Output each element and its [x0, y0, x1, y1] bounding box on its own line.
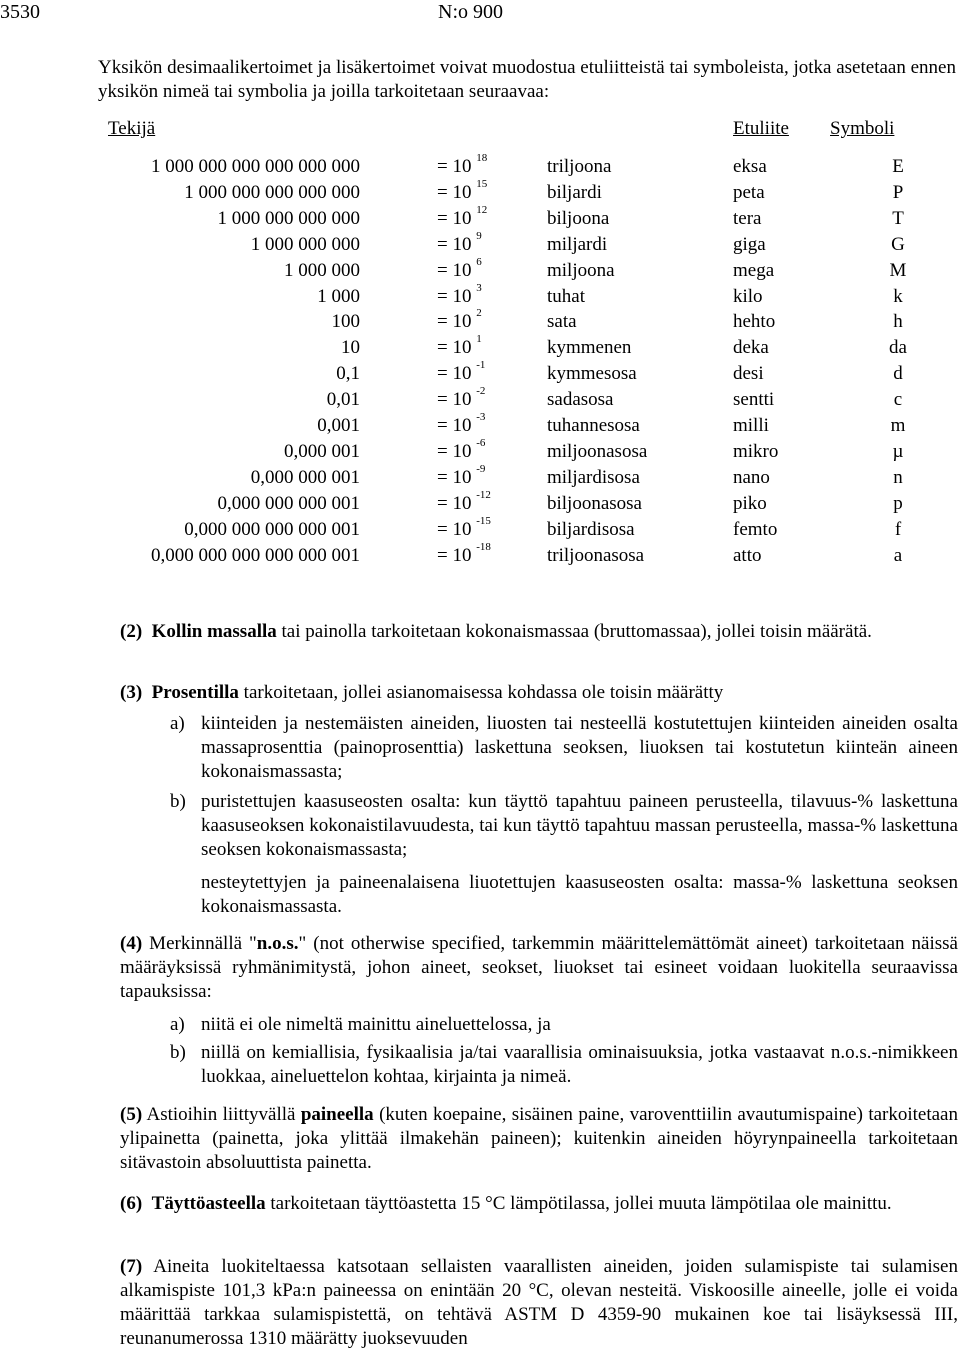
table-row	[0, 540, 960, 570]
factor-value: 10	[341, 337, 360, 359]
number-name: biljoona	[547, 207, 610, 229]
column-header-prefix: Etuliite	[733, 118, 789, 139]
section-number: (4)	[120, 933, 143, 954]
power-of-ten: = 10 $^{-12}$	[437, 488, 491, 514]
section-text: " (not otherwise specified, tarkemmin määrittelemättömät aineet) tarkoitetaan näissä määräyksissä ryhmänimitystä, johon aineet, seokset, liuokset tai esineet voidaan luokitella seuraavissa tapauksissa:	[120, 933, 958, 1002]
factor-value: 0,000 001	[284, 440, 360, 462]
section-number: (6)	[120, 1193, 143, 1214]
number-name: biljardi	[547, 181, 602, 203]
power-of-ten: = 10 $^3$	[437, 281, 482, 307]
table-row	[0, 229, 960, 259]
number-name: miljoona	[547, 259, 615, 281]
section-7	[120, 1255, 958, 1351]
defined-term: n.o.s.	[256, 933, 299, 954]
section-number: (2)	[120, 621, 143, 642]
number-name: kymmesosa	[547, 363, 637, 385]
item-text: kiinteiden ja nestemäisten aineiden, liuosten tai nesteellä kostutettujen kiinteiden aineiden osalta massaprosenttia (painoprosenttia) laskettuna seoksen, liuoksen tai kostutetun kiinteän aineen kokonaismassasta;	[201, 713, 958, 782]
table-row	[0, 436, 960, 466]
section-text: Merkinnällä "	[142, 933, 257, 954]
prefix-symbol: T	[892, 207, 904, 229]
defined-term: Täyttöasteella	[151, 1193, 266, 1214]
factor-value: 0,000 000 000 000 001	[184, 518, 360, 540]
power-of-ten: = 10 $^{-6}$	[437, 436, 486, 462]
power-of-ten: = 10 $^{-1}$	[437, 359, 486, 385]
factor-value: 0,1	[336, 363, 360, 385]
item-text: puristettujen kaasuseosten osalta: kun täyttö tapahtuu paineen perusteella, tilavuus-% laskettuna kaasuseoksen kokonaistilavuudesta, tai kun täyttö tapahtuu massan perusteella, massa-% laskettuna seoksen kokonaismassasta;	[201, 791, 958, 860]
item-label: b)	[170, 791, 186, 812]
factor-value: 1 000 000 000 000 000 000	[151, 156, 360, 177]
section-6	[120, 1192, 958, 1216]
prefix-symbol: p	[893, 492, 903, 514]
section-5	[120, 1103, 958, 1175]
section-2	[120, 620, 958, 644]
factor-value: 0,000 000 001	[250, 466, 360, 488]
prefix-symbol: P	[892, 181, 904, 203]
prefix-symbol: µ	[892, 440, 904, 462]
prefix-symbol: f	[894, 518, 902, 540]
factor-value: 0,000 000 000 000 000 001	[151, 544, 360, 566]
number-name: biljoonasosa	[547, 492, 642, 514]
power-of-ten: = 10 $^6$	[437, 255, 482, 281]
power-of-ten: = 10 $^{-2}$	[437, 385, 486, 411]
prefix-symbol: E	[892, 156, 904, 177]
power-of-ten: = 10 $^2$	[437, 307, 482, 333]
prefix-name: kilo	[733, 285, 763, 307]
number-name: kymmenen	[547, 337, 632, 359]
item-label: a)	[170, 1014, 185, 1035]
section-text: tarkoitetaan täyttöastetta 15 °C lämpötilassa, jollei muuta lämpötilaa ole mainittu.	[265, 1193, 892, 1214]
section-text: (kuten koepaine, sisäinen paine, varoventtiilin avautumispaine) tarkoitetaan ylipainetta (painetta, joka ylittää ilmakehän paineen); kuitenkin aineiden höyrynpaineella tarkoitetaan sitävastoin absoluuttista painetta.	[120, 1104, 958, 1173]
number-name: miljardisosa	[547, 466, 640, 488]
section-3-item-b	[170, 790, 958, 862]
prefix-name: nano	[733, 466, 770, 488]
prefix-symbol: n	[893, 466, 903, 488]
table-row	[0, 514, 960, 544]
table-row	[0, 177, 960, 207]
number-name: miljardi	[547, 233, 608, 255]
item-text: nesteytettyjen ja paineenalaisena liuotettujen kaasuseosten osalta: massa-% laskettuna seoksen kokonaismassasta.	[201, 872, 958, 917]
factor-value: 0,001	[317, 415, 360, 436]
number-name: biljardisosa	[547, 518, 635, 540]
power-of-ten: = 10 $^{-3}$	[437, 411, 486, 436]
column-header-factor: Tekijä	[108, 118, 156, 139]
section-text: tarkoitetaan, jollei asianomaisessa kohdassa ole toisin määrätty	[238, 682, 724, 703]
section-number: (3)	[120, 682, 143, 703]
number-name: sadasosa	[547, 389, 614, 411]
table-row	[0, 488, 960, 518]
prefix-name: tera	[733, 207, 762, 229]
prefix-name: piko	[733, 492, 767, 514]
factor-value: 0,000 000 000 001	[217, 492, 360, 514]
prefix-name: deka	[733, 337, 769, 359]
number-name: triljoona	[547, 156, 612, 177]
prefix-name: femto	[733, 518, 778, 540]
prefix-symbol: k	[893, 285, 903, 307]
item-label: b)	[170, 1042, 186, 1063]
column-header-symbol: Symboli	[830, 118, 895, 139]
prefix-name: desi	[733, 363, 764, 385]
prefix-name: mikro	[733, 440, 779, 462]
prefix-symbol: G	[891, 233, 905, 255]
number-name: tuhannesosa	[547, 415, 640, 436]
section-3-item-a	[170, 712, 958, 784]
section-number: (5)	[120, 1104, 143, 1125]
prefix-name: hehto	[733, 311, 776, 333]
prefix-symbol: c	[893, 389, 903, 411]
power-of-ten: = 10 $^{-9}$	[437, 462, 486, 488]
section-4-item-b	[170, 1041, 958, 1089]
page-number: 3530	[0, 1, 40, 23]
section-3	[120, 681, 958, 705]
prefix-symbol: d	[893, 363, 903, 385]
prefix-symbol: a	[893, 544, 903, 566]
defined-term: paineella	[300, 1104, 374, 1125]
prefix-name: eksa	[733, 156, 767, 177]
power-of-ten: = 10 $^{12}$	[437, 203, 488, 229]
item-label: a)	[170, 713, 185, 734]
number-name: sata	[547, 311, 577, 333]
table-row	[0, 255, 960, 285]
power-of-ten: = 10 $^{15}$	[437, 177, 488, 203]
power-of-ten: = 10 $^9$	[437, 229, 482, 255]
number-name: tuhat	[547, 285, 585, 307]
power-of-ten: = 10 $^{18}$	[437, 152, 488, 177]
factor-value: 1 000	[317, 285, 360, 307]
factor-value: 0,01	[326, 389, 360, 411]
prefix-name: mega	[733, 259, 775, 281]
document-number: N:o 900	[438, 1, 503, 23]
section-text: Aineita luokiteltaessa katsotaan sellaisten vaarallisten aineiden, joiden sulamispiste tai sulamisen alkamispiste 101,3 kPa:n paineessa on enintään 20 °C, olevan nesteitä. Viskoosille aineelle, jolle ei voida määrittää tarkkaa sulamispistettä, on tehtävä ASTM D 4359-90 mukainen koe tai lisäyksessä III, reunanumerossa 1310 määrätty juoksevuuden	[120, 1256, 958, 1349]
factor-value: 100	[331, 311, 360, 333]
defined-term: Kollin massalla	[151, 621, 277, 642]
section-3-item-b-continued	[170, 871, 958, 919]
table-row	[0, 203, 960, 233]
factor-value: 1 000 000 000 000	[217, 207, 360, 229]
item-text: niitä ei ole nimeltä mainittu aineluettelossa, ja	[201, 1014, 551, 1035]
prefix-symbol: M	[889, 259, 907, 281]
prefix-name: milli	[733, 415, 769, 436]
power-of-ten: = 10 $^1$	[437, 333, 482, 359]
power-of-ten: = 10 $^{-15}$	[437, 514, 491, 540]
number-name: miljoonasosa	[547, 440, 648, 462]
section-text: tai painolla tarkoitetaan kokonaismassaa (bruttomassaa), jollei toisin määrätä.	[276, 621, 872, 642]
item-text: niillä on kemiallisia, fysikaalisia ja/tai vaarallisia ominaisuuksia, jotka vastaavat n.o.s.-nimikkeen luokkaa, aineluettelon kohtaa, kirjainta ja nimeä.	[201, 1042, 958, 1087]
section-4	[120, 932, 958, 1004]
factor-value: 1 000 000	[284, 259, 360, 281]
prefix-symbol: h	[893, 311, 903, 333]
prefix-name: giga	[733, 233, 766, 255]
table-row	[0, 462, 960, 492]
intro-paragraph: Yksikön desimaalikertoimet ja lisäkertoimet voivat muodostua etuliitteistä tai symboleista, jotka asetetaan ennen yksikön nimeä tai symbolia ja joilla tarkoitetaan seuraavaa:	[98, 57, 956, 102]
defined-term: Prosentilla	[151, 682, 239, 703]
section-4-item-a	[170, 1013, 958, 1037]
prefix-symbol: m	[890, 415, 906, 436]
factor-value: 1 000 000 000	[250, 233, 360, 255]
prefix-name: peta	[733, 181, 765, 203]
section-text: Astioihin liittyvällä	[142, 1104, 301, 1125]
prefix-name: atto	[733, 544, 762, 566]
power-of-ten: = 10 $^{-18}$	[437, 540, 491, 566]
factor-value: 1 000 000 000 000 000	[184, 181, 360, 203]
section-number: (7)	[120, 1256, 143, 1277]
prefix-name: sentti	[733, 389, 775, 411]
number-name: triljoonasosa	[547, 544, 645, 566]
prefix-symbol: da	[889, 337, 907, 359]
